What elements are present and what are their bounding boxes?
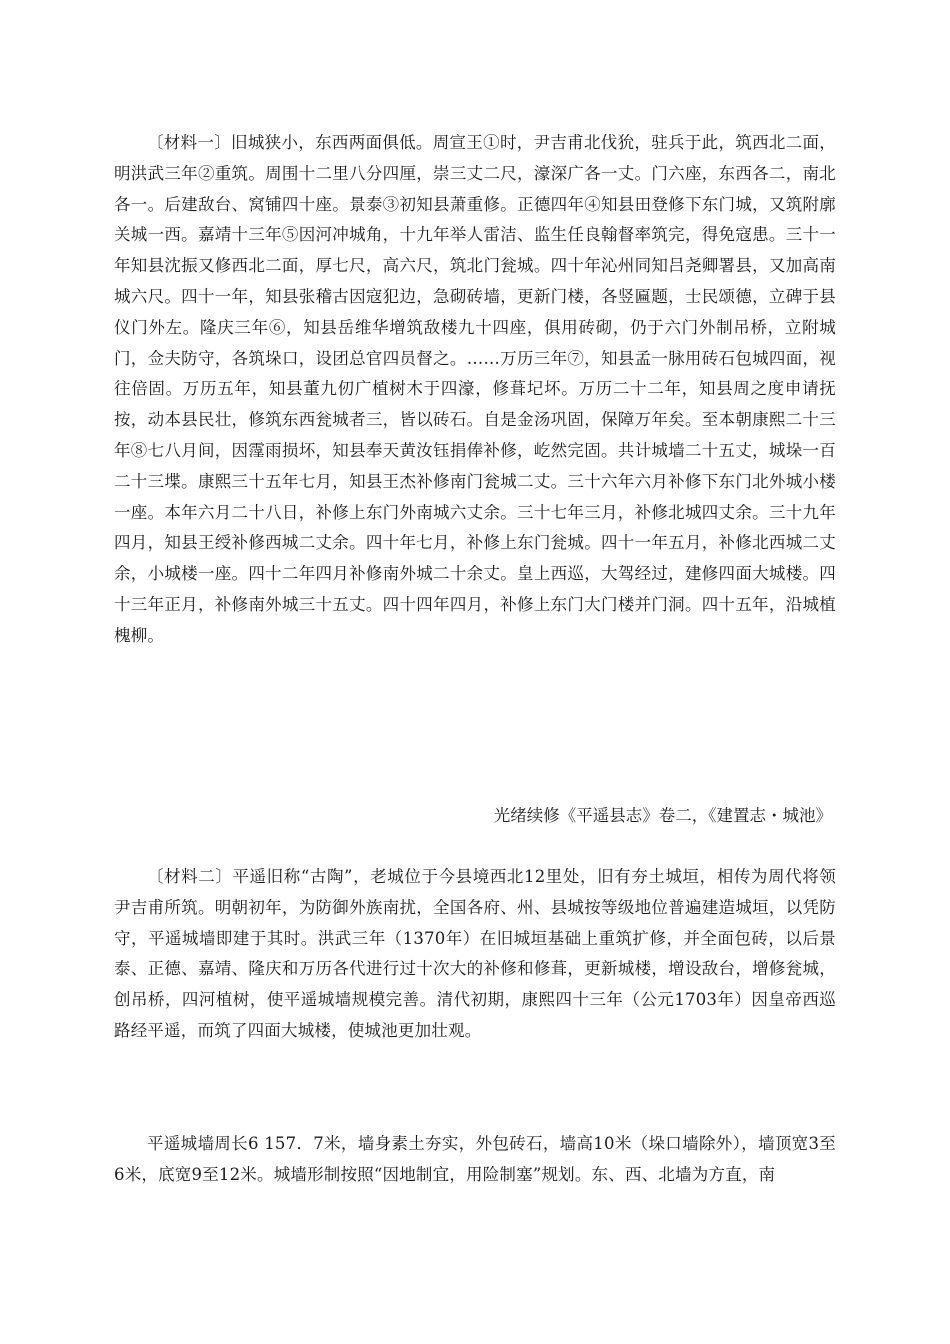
material-two-continuation-paragraph: 平遥城墙周长6 157．7米，墙身素土夯实，外包砖石，墙高10米（垛口墙除外），墙顶宽3至6米，底宽9至12米。城墙形制按照“因地制宜，用险制塞”规划。东、西、北墙为方直，南 xyxy=(114,1134,836,1184)
material-one-source-citation: 光绪续修《平遥县志》卷二，《建置志・城池》 xyxy=(493,806,832,825)
material-two-paragraph: 〔材料二〕平遥旧称“古陶”，老城位于今县境西北12里处，旧有夯土城垣，相传为周代将领尹吉甫所筑。明朝初年，为防御外族南扰，全国各府、州、县城按等级地位普遍建造城垣，以凭防守，平遥城墙即建于其时。洪武三年（1370年）在旧城垣基础上重筑扩修，并全面包砖，以后景泰、正德、嘉靖、隆庆和万历各代进行过十次大的补修和修葺，更新城楼，增设敌台，增修瓮城，创吊桥，四河植树，使平遥城墙规模完善。清代初期，康熙四十三年（公元1703年）因皇帝西巡路经平遥，而筑了四面大城楼，使城池更加壮观。 xyxy=(114,867,836,1040)
material-one-paragraph: 〔材料一〕旧城狭小，东西两面俱低。周宣王①时，尹吉甫北伐狁，驻兵于此，筑西北二面，明洪武三年②重筑。周围十二里八分四厘，崇三丈二尺，濠深广各一丈。门六座，东西各二，南北各一。后建敌台、窝铺四十座。景泰③初知县萧重修。正德四年④知县田登修下东门城，又筑附廓关城一西。嘉靖十三年⑤因河冲城角，十九年举人雷洁、监生任良翰督率筑完，得免寇患。三十一年知县沈振又修西北二面，厚七尺，高六尺，筑北门瓮城。四十年沁州同知吕尧卿署县，又加高南城六尺。四十一年，知县张稽古因寇犯边，急砌砖墙，更新门楼，各竖匾题，士民颂德，立碑于县仪门外左。隆庆三年⑥，知县岳维华增筑敌楼九十四座，俱用砖砌，仍于六门外制吊桥，立附城门，佥夫防守，各筑垛口，设团总官四员督之。……万历三年⑦，知县孟一脉用砖石包城四面，视往倍固。万历五年，知县董九仞广植树木于四濠，修葺圮坏。万历二十二年，知县周之度申请抚按，动本县民壮，修筑东西瓮城者三，皆以砖石。自是金汤巩固，保障万年矣。至本朝康熙二十三年⑧七八月间，因霪雨损坏，知县奉天黄汝钰捐俸补修，屹然完固。共计城墙二十五丈，城垛一百二十三堞。康熙三十五年七月，知县王杰补修南门瓮城二丈。三十六年六月补修下东门北外城小楼一座。本年六月二十八日，补修上东门外南城六丈余。三十七年三月，补修北城四丈余。三十九年四月，知县王绶补修西城二丈余。四十年七月，补修上东门瓮城。四十一年五月，补修北西城二丈余，小城楼一座。四十二年四月补修南外城二十余丈。皇上西巡，大驾经过，建修四面大城楼。四十三年正月，补修南外城三十五丈。四十四年四月，补修上东门大门楼并门洞。四十五年，沿城植槐柳。 xyxy=(114,133,836,645)
